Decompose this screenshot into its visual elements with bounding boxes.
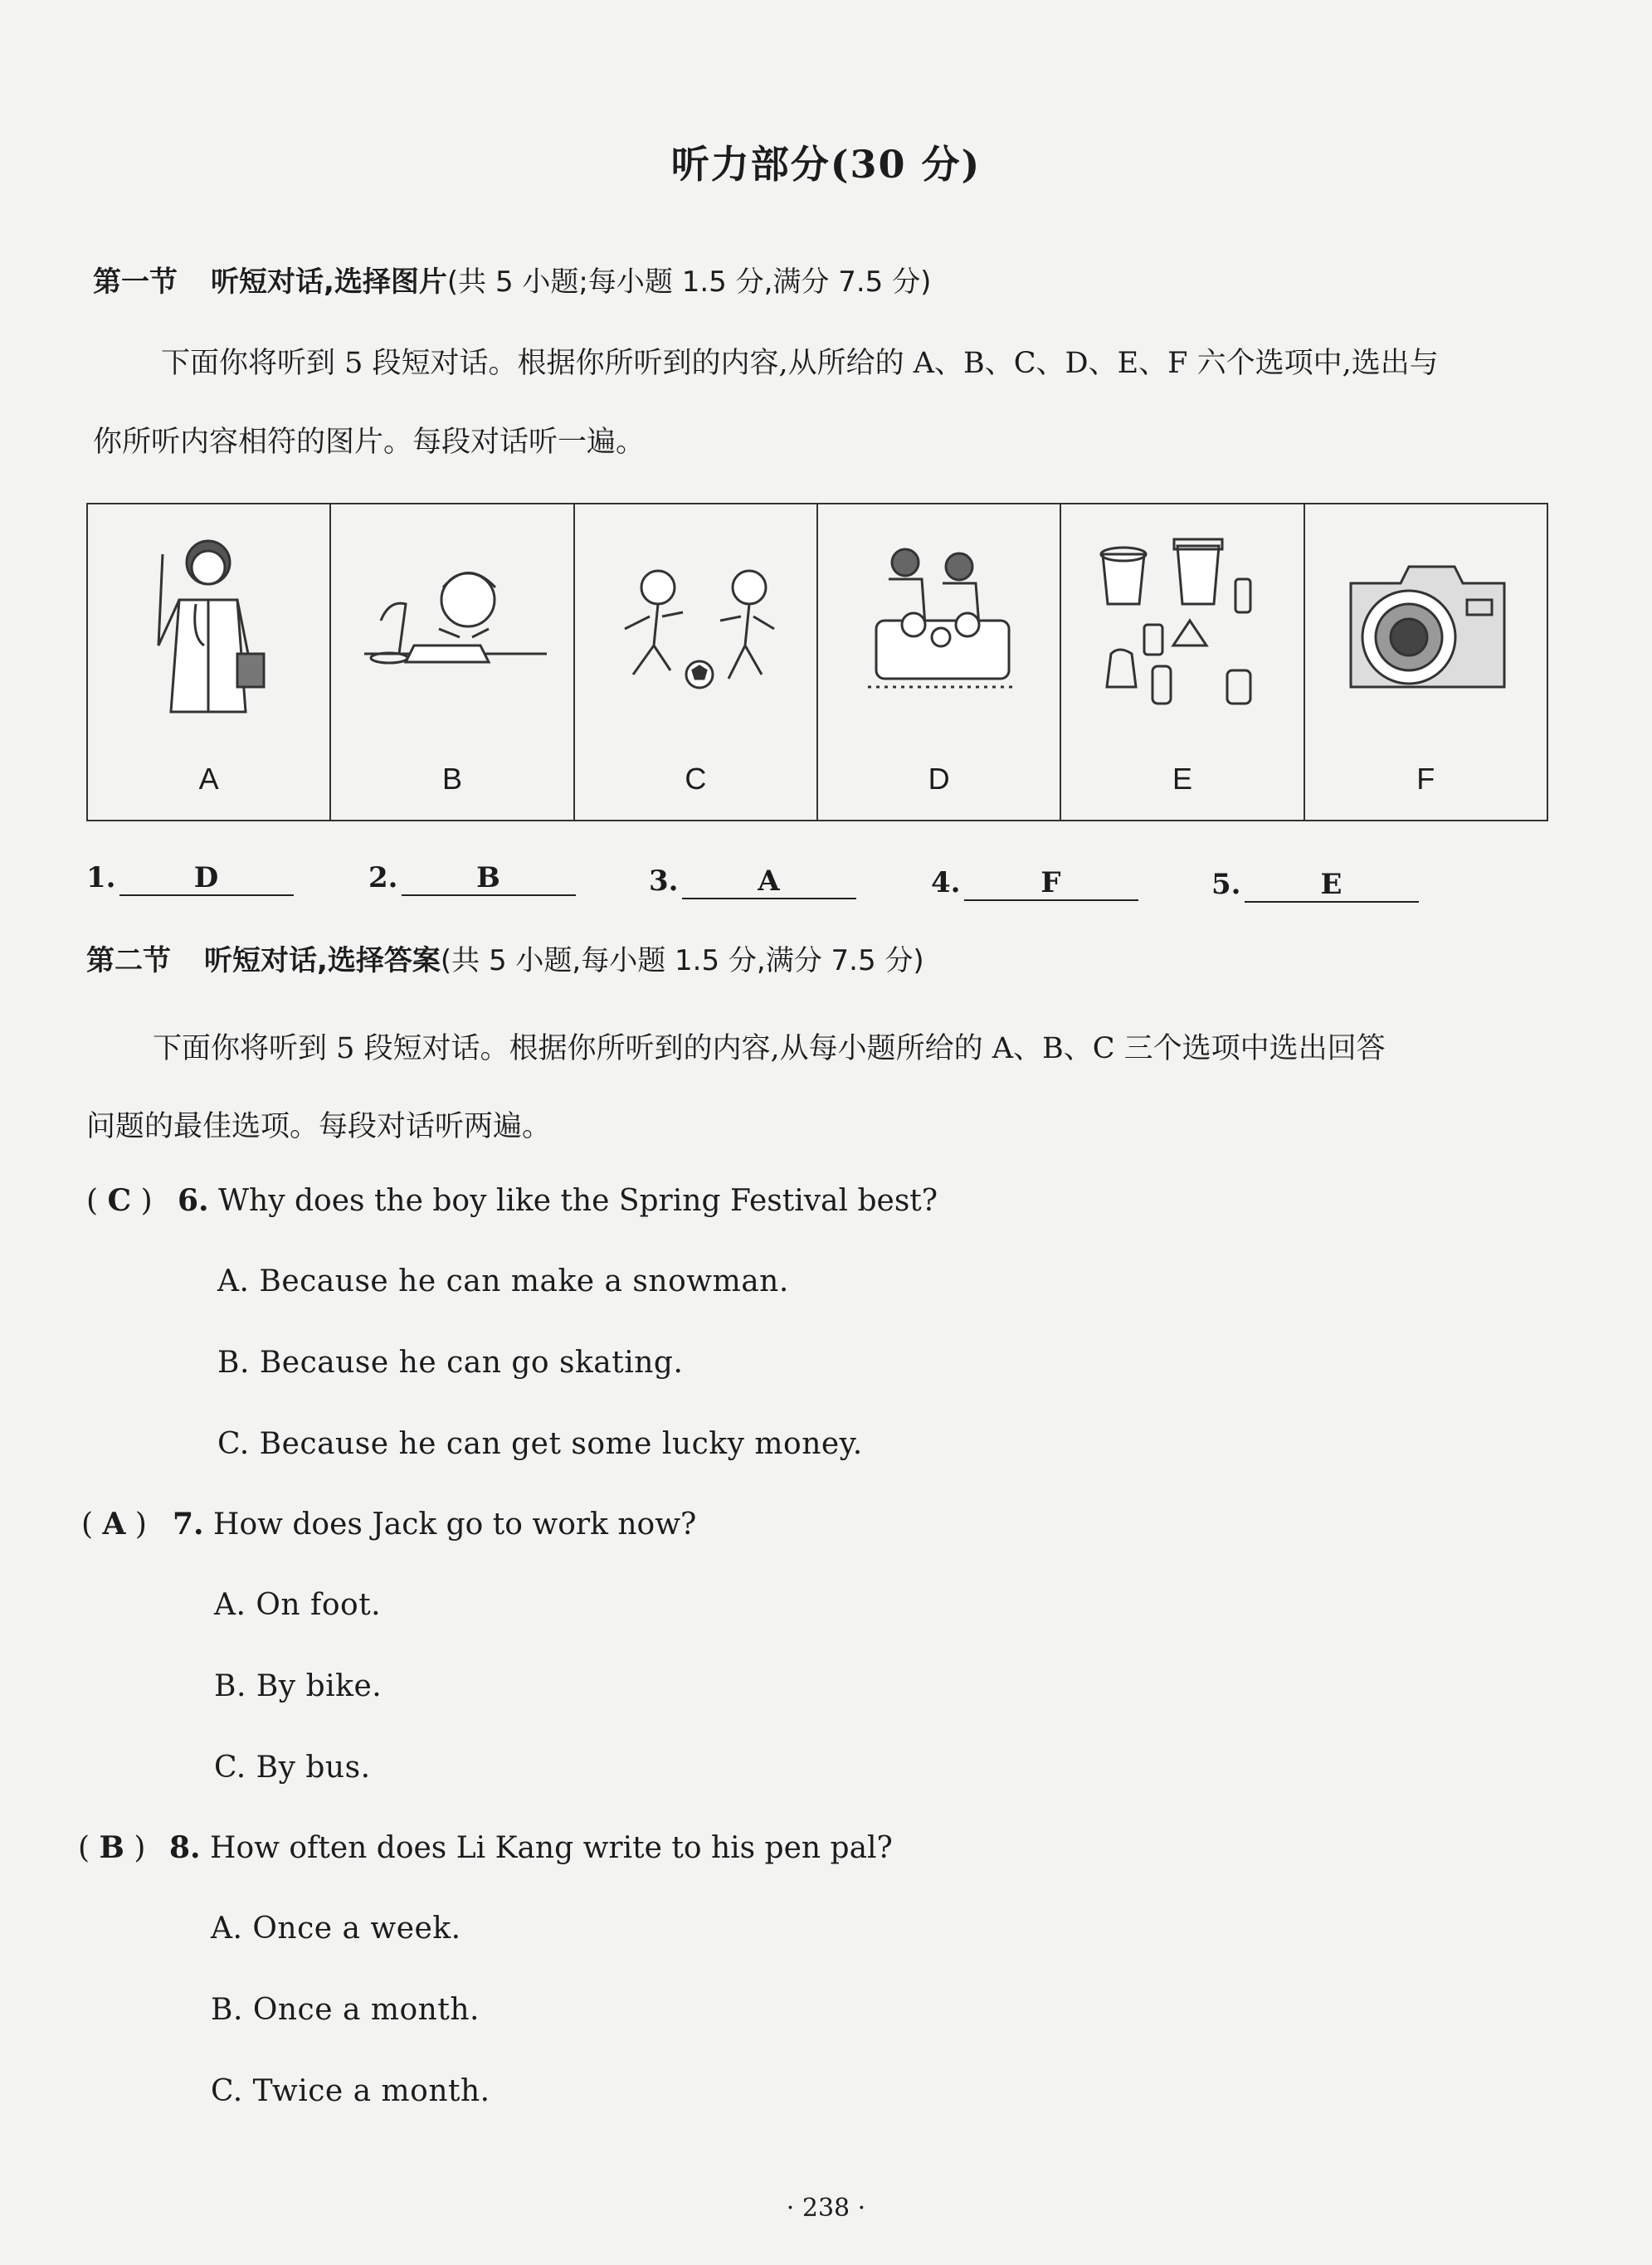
answer-5 (1211, 868, 1419, 903)
picture-label-c: C (685, 762, 707, 796)
boys-playing-soccer-icon (600, 521, 791, 728)
picture-label-d: D (928, 762, 950, 796)
picture-label-f: F (1416, 762, 1435, 796)
answer-number: 4. (931, 866, 961, 899)
section2-instruction-line2: 问题的最佳选项。每段对话听两遍。 (86, 1110, 552, 1143)
section1-heading: 听短对话,选择图片 (211, 265, 447, 299)
section2-note: (共 5 小题,每小题 1.5 分,满分 7.5 分) (440, 944, 924, 977)
picture-cell-f (1305, 504, 1547, 820)
question-6-option-c: C. Because he can get some lucky money. (217, 1427, 863, 1461)
section1-instruction-line1: 下面你将听到 5 段短对话。根据你所听到的内容,从所给的 A、B、C、D、E、F 六个选项中,选出与 (161, 347, 1439, 380)
question-6-option-b: B. Because he can go skating. (217, 1346, 684, 1380)
answer-blank: D (119, 861, 294, 896)
picture-cell-e (1061, 504, 1304, 820)
family-icon (843, 521, 1034, 728)
answer-blank: A (682, 865, 856, 899)
student-studying-icon (356, 521, 547, 728)
question-7-text: How does Jack go to work now? (213, 1508, 697, 1542)
question-6: ( C ) 6. Why does the boy like the Spring Festival best? (86, 1183, 938, 1218)
answer-number: 2. (368, 861, 398, 894)
answer-number: 1. (86, 861, 116, 894)
question-8-option-c: C. Twice a month. (211, 2074, 490, 2108)
answer-2 (368, 861, 576, 896)
picture-cell-c (575, 504, 818, 820)
section2-label: 第二节 (86, 944, 171, 977)
section1-instruction-line2: 你所听内容相符的图片。每段对话听一遍。 (93, 426, 646, 459)
question-7: ( A ) 7. How does Jack go to work now? (81, 1507, 697, 1542)
answer-blank: F (964, 866, 1138, 901)
section1-label: 第一节 (93, 265, 178, 299)
doctor-icon (113, 521, 304, 728)
question-8-answer: B (99, 1830, 124, 1865)
answer-1 (86, 861, 294, 896)
picture-cell-a (88, 504, 331, 820)
question-8-text: How often does Li Kang write to his pen pal? (210, 1831, 893, 1865)
recycling-icon (1086, 521, 1277, 728)
picture-cell-d (818, 504, 1061, 820)
question-8-number: 8. (169, 1830, 201, 1865)
answer-number: 3. (649, 865, 679, 898)
question-6-option-a: A. Because he can make a snowman. (217, 1264, 789, 1298)
answer-4 (931, 866, 1138, 901)
question-7-answer: A (102, 1507, 126, 1542)
picture-cell-b (331, 504, 574, 820)
page-number: · 238 · (786, 2194, 866, 2223)
question-6-number: 6. (178, 1183, 209, 1218)
section1-header (93, 259, 931, 300)
section1-note: (共 5 小题;每小题 1.5 分,满分 7.5 分) (446, 265, 932, 299)
question-8-option-b: B. Once a month. (211, 1993, 480, 2027)
section2-heading: 听短对话,选择答案 (204, 944, 441, 977)
picture-label-b: B (441, 762, 462, 796)
picture-table (86, 503, 1548, 821)
question-7-number: 7. (173, 1507, 204, 1542)
answer-blank: E (1245, 868, 1419, 903)
section2-header (86, 938, 924, 978)
question-7-option-c: C. By bus. (214, 1751, 371, 1785)
picture-label-e: E (1172, 762, 1192, 796)
camera-icon (1330, 521, 1521, 728)
question-7-option-a: A. On foot. (214, 1588, 382, 1622)
question-8-option-a: A. Once a week. (211, 1912, 461, 1946)
answer-number: 5. (1211, 868, 1241, 901)
section2-instruction-line1: 下面你将听到 5 段短对话。根据你所听到的内容,从每小题所给的 A、B、C 三个选项中选出回答 (153, 1032, 1386, 1065)
answer-3 (649, 865, 856, 899)
question-6-answer: C (107, 1183, 132, 1218)
question-8: ( B ) 8. How often does Li Kang write to his pen pal? (78, 1830, 893, 1865)
answer-blank: B (402, 861, 576, 896)
question-7-option-b: B. By bike. (214, 1669, 383, 1703)
picture-label-a: A (198, 762, 219, 796)
question-6-text: Why does the boy like the Spring Festival best? (218, 1184, 938, 1218)
page-title: 听力部分(30 分) (670, 142, 982, 187)
